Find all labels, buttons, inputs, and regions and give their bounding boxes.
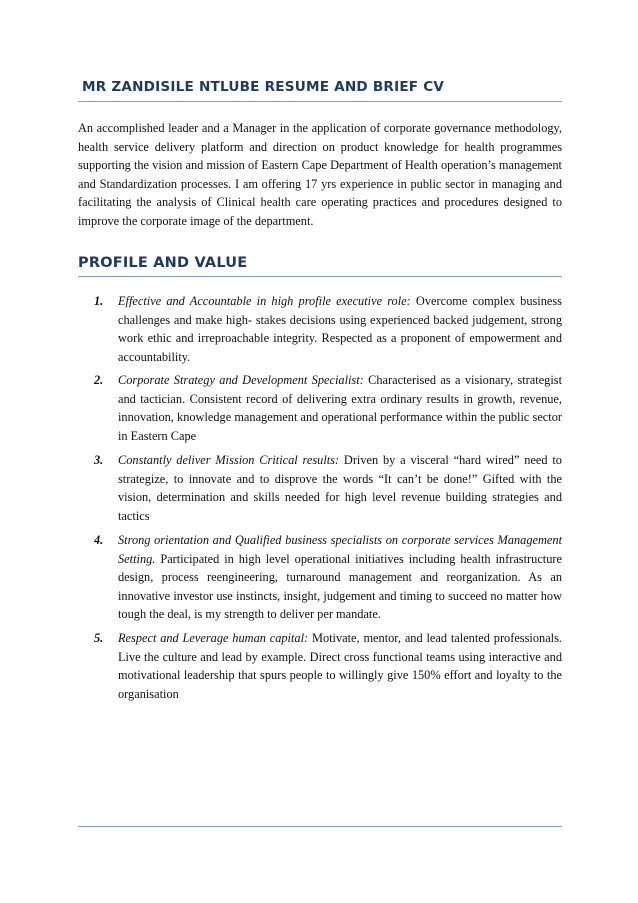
list-item-lead: Respect and Leverage human capital:: [118, 631, 309, 645]
list-item-text: Driven by a visceral “hard wired” need to strategize, to innovate and to disprove the words “It can’t be done!” Gifted with the vision, determination and skills needed for high level revenue building strategies and tactics: [118, 453, 562, 523]
list-item-lead: Strong orientation and Qualified business specialists on corporate services Management Setting.: [118, 533, 562, 566]
list-item-text: Overcome complex business challenges and make high- stakes decisions using experienced backed judgement, strong work ethic and irreproachable integrity. Respected as a proponent of empowerment and accountability.: [118, 294, 562, 364]
list-item-lead: Constantly deliver Mission Critical results:: [118, 453, 340, 467]
list-item-number: 5.: [94, 631, 104, 645]
title-divider: [78, 101, 562, 102]
list-item-body: [118, 629, 562, 703]
list-item-lead: Effective and Accountable in high profile executive role:: [118, 294, 411, 308]
list-item-body: [118, 371, 562, 445]
list-item-number: 1.: [94, 294, 104, 308]
list-item-body: [118, 531, 562, 624]
list-item-text: Participated in high level operational initiatives including health infrastructure design, process reengineering, turnaround management and reorganization. As an innovative investor use instincts, insight, judgement and timing to succeed no matter how tough the deal, is my strength to deliver per mandate.: [118, 551, 562, 621]
list-item-lead: Corporate Strategy and Development Specialist:: [118, 373, 364, 387]
list-item-number: 4.: [94, 533, 104, 547]
list-item-number: 3.: [94, 453, 104, 467]
footer-divider: [78, 826, 562, 827]
document-title: MR ZANDISILE NTLUBE RESUME AND BRIEF CV: [82, 79, 445, 95]
section-divider: [78, 276, 562, 277]
list-item-body: [118, 292, 562, 366]
section-heading-profile: PROFILE AND VALUE: [78, 255, 248, 271]
list-item-body: [118, 451, 562, 525]
list-item-text: Motivate, mentor, and lead talented professionals. Live the culture and lead by example. Direct cross functional teams using interactive and motivational leadership that spurs people to willingly give 150% effort and loyalty to the organisation: [118, 631, 562, 701]
list-item-text: Characterised as a visionary, strategist and tactician. Consistent record of delivering extra ordinary results in growth, revenue, innovation, knowledge management and operational performance within the public sector in Eastern Cape: [118, 373, 563, 443]
list-item-number: 2.: [94, 373, 104, 387]
intro-paragraph: An accomplished leader and a Manager in the application of corporate governance methodology, health service delivery platform and direction on product knowledge for health programmes supporting the vision and mission of Eastern Cape Department of Health operation’s management and Standardization processes. I am offering 17 yrs experience in public sector in managing and facilitating the analysis of Clinical health care operating practices and procedures designed to improve the corporate image of the department.: [78, 121, 562, 228]
